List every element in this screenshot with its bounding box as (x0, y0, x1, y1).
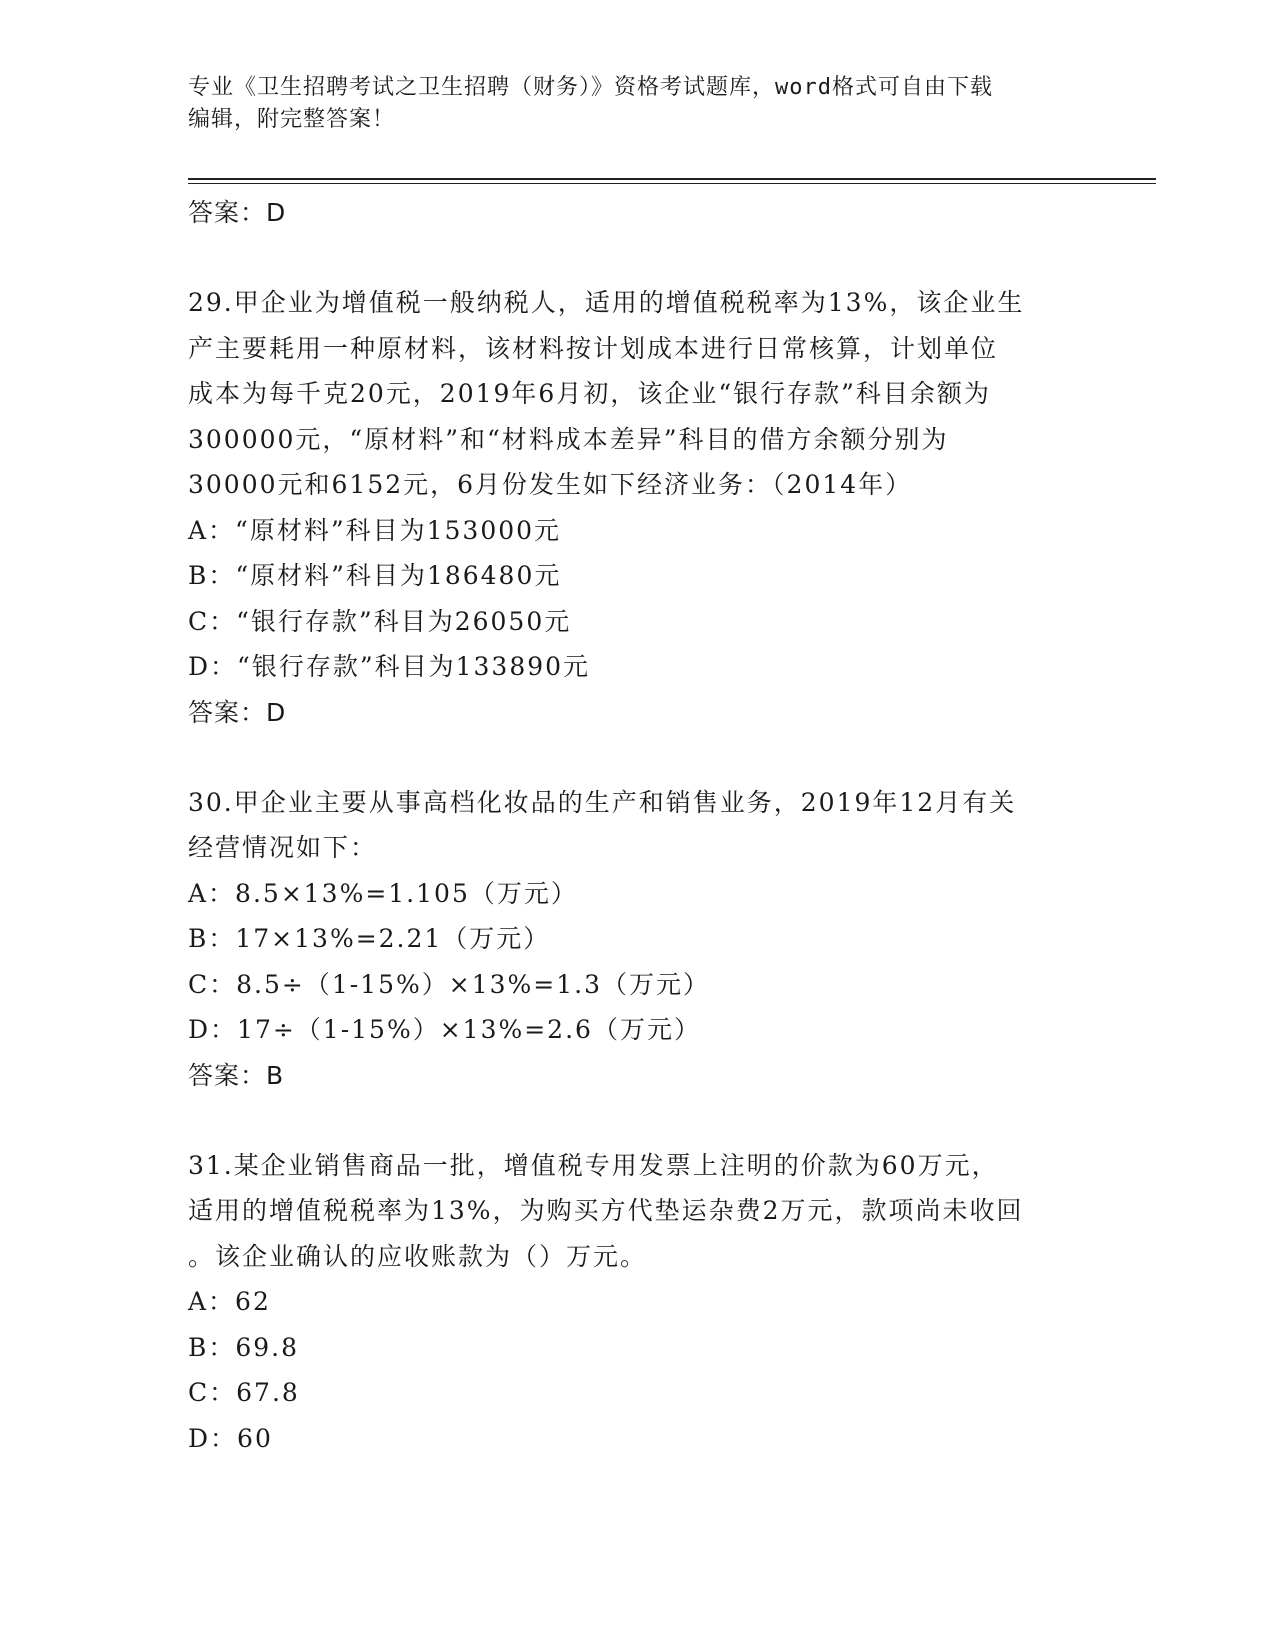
answer: 答案：D (188, 697, 287, 727)
option-a: A：62 (188, 1287, 271, 1316)
stem-line: 产主要耗用一种原材料，该材料按计划成本进行日常核算，计划单位 (188, 333, 999, 363)
stem-line: 经营情况如下： (188, 833, 378, 862)
document-header (188, 72, 1068, 136)
question-29-stem (188, 280, 1088, 508)
question-31-stem (188, 1143, 1088, 1280)
option-c: C：67.8 (188, 1378, 300, 1407)
question-30 (188, 780, 1088, 1099)
option-a: A：“原材料”科目为153000元 (188, 515, 562, 545)
option-c: C：“银行存款”科目为26050元 (188, 606, 572, 636)
stem-line: 30000元和6152元，6月份发生如下经济业务：（2014年） (188, 470, 913, 499)
stem-line: 。该企业确认的应收账款为（）万元。 (188, 1241, 648, 1271)
stem-line: 29.甲企业为增值税一般纳税人，适用的增值税税率为13%，该企业生 (188, 288, 1025, 317)
question-29 (188, 280, 1088, 736)
header-rule-thin (188, 183, 1156, 184)
header-rule-thick (188, 178, 1156, 180)
stem-line: 31.某企业销售商品一批，增值税专用发票上注明的价款为60万元， (188, 1150, 999, 1180)
header-line-2: 编辑，附完整答案！ (188, 107, 396, 132)
question-30-stem (188, 780, 1088, 871)
header-line-1: 专业《卫生招聘考试之卫生招聘（财务）》资格考试题库，word格式可自由下载 (188, 75, 993, 100)
option-b: B：17×13%=2.21（万元） (188, 924, 551, 953)
question-31 (188, 1143, 1088, 1462)
option-c: C：8.5÷（1-15%）×13%=1.3（万元） (188, 969, 710, 999)
stem-line: 30.甲企业主要从事高档化妆品的生产和销售业务，2019年12月有关 (188, 787, 1017, 817)
option-d: D：“银行存款”科目为133890元 (188, 652, 591, 681)
document-body (188, 190, 1088, 1461)
option-b: B：69.8 (188, 1332, 300, 1362)
previous-answer: 答案：D (188, 198, 287, 227)
stem-line: 适用的增值税税率为13%，为购买方代垫运杂费2万元，款项尚未收回 (188, 1196, 1024, 1225)
stem-line: 300000元，“原材料”和“材料成本差异”科目的借方余额分别为 (188, 424, 949, 454)
option-d: D：60 (188, 1423, 273, 1453)
answer: 答案：B (188, 1060, 285, 1090)
stem-line: 成本为每千克20元，2019年6月初，该企业“银行存款”科目余额为 (188, 379, 991, 408)
option-a: A：8.5×13%=1.105（万元） (188, 878, 578, 908)
option-d: D：17÷（1-15%）×13%=2.6（万元） (188, 1015, 701, 1044)
option-b: B：“原材料”科目为186480元 (188, 561, 562, 590)
